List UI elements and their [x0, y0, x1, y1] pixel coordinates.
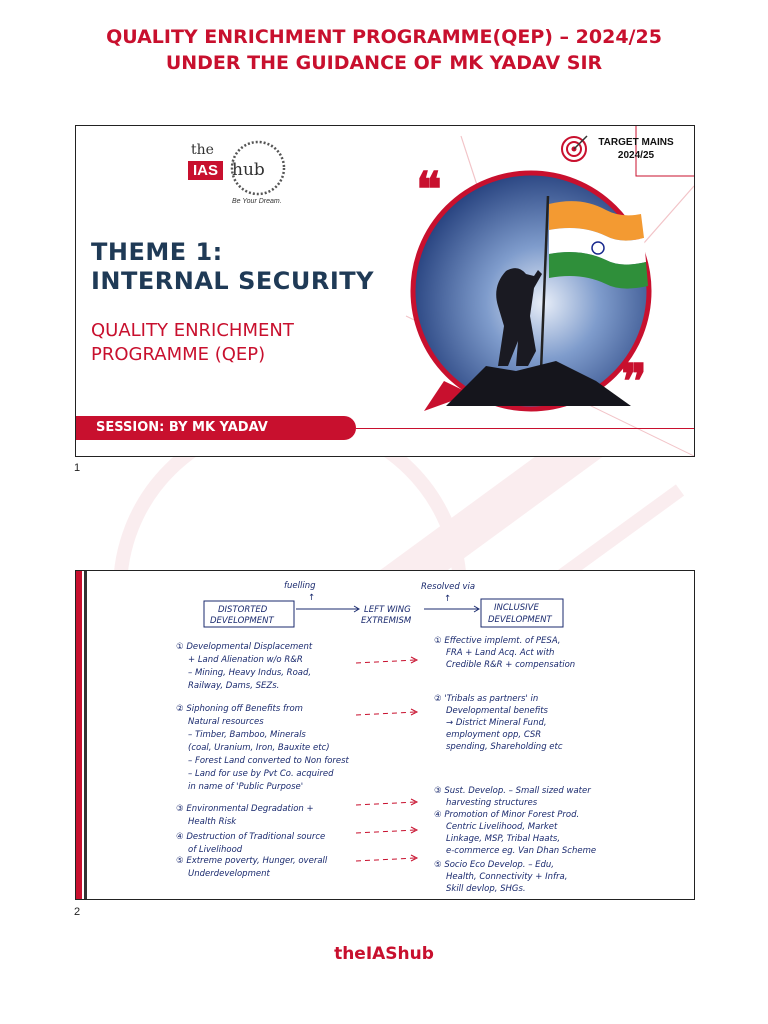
- dashed-arrow-3: [356, 802, 416, 805]
- right-item-5-line-3: Skill devlop, SHGs.: [446, 884, 526, 894]
- middle-lwe-line2: EXTREMISM: [361, 616, 412, 626]
- logo-ias: IAS: [188, 161, 223, 180]
- left-item-2-line-1: ② Siphoning off Benefits from: [176, 704, 303, 714]
- right-item-2-line-3: → District Mineral Fund,: [446, 718, 547, 728]
- left-item-3-line-2: Health Risk: [188, 817, 237, 827]
- target-line2: 2024/25: [617, 150, 655, 161]
- logo-the: the: [191, 142, 214, 158]
- logo-hub: hub: [232, 160, 265, 180]
- right-item-1-line-2: FRA + Land Acq. Act with: [446, 648, 555, 658]
- right-item-4-line-1: ④ Promotion of Minor Forest Prod.: [434, 810, 580, 820]
- box-inclusive-line1: INCLUSIVE: [494, 603, 539, 613]
- right-item-1-line-1: ① Effective implemt. of PESA,: [434, 636, 561, 646]
- page-number-1: 1: [74, 462, 81, 474]
- header-title-line1: QUALITY ENRICHMENT PROGRAMME(QEP) – 2024/25: [106, 26, 662, 48]
- slide-1: [75, 125, 695, 457]
- qep-subtitle: [91, 319, 294, 367]
- qep-line1: QUALITY ENRICHMENT: [91, 320, 294, 341]
- handwritten-notes: [76, 571, 694, 899]
- header-title-line2: UNDER THE GUIDANCE OF MK YADAV SIR: [165, 52, 603, 74]
- left-item-2-line-7: in name of 'Public Purpose': [188, 782, 304, 792]
- left-item-2-line-2: Natural resources: [188, 717, 264, 727]
- left-item-2-line-3: – Timber, Bamboo, Minerals: [188, 730, 306, 740]
- right-item-2-line-4: employment opp, CSR: [446, 730, 542, 740]
- right-item-4-line-4: e-commerce eg. Van Dhan Scheme: [446, 846, 597, 856]
- page-number-2: 2: [74, 906, 81, 918]
- middle-lwe-line1: LEFT WING: [364, 605, 411, 615]
- left-item-4-line-2: of Livelihood: [188, 845, 243, 855]
- theme-line1: THEME 1:: [91, 238, 223, 266]
- right-column-solutions: [434, 636, 596, 894]
- quote-open-icon: ❝: [416, 162, 442, 218]
- right-item-1-line-3: Credible R&R + compensation: [446, 660, 576, 670]
- right-item-4-line-3: Linkage, MSP, Tribal Haats,: [446, 834, 561, 844]
- box-distorted-line2: DEVELOPMENT: [210, 616, 274, 626]
- footer-brand: theIAShub: [334, 944, 434, 964]
- logo-tagline: Be Your Dream.: [232, 198, 282, 205]
- note-resolved: Resolved via: [421, 582, 476, 592]
- dashed-arrow-2: [356, 712, 416, 715]
- right-item-2-line-2: Developmental benefits: [446, 706, 548, 716]
- arrow-up-fuelling-icon: ↑: [308, 593, 316, 603]
- right-item-2-line-5: spending, Shareholding etc: [446, 742, 563, 752]
- target-label: [596, 136, 676, 162]
- right-item-5-line-1: ⑤ Socio Eco Develop. – Edu,: [434, 860, 555, 870]
- dashed-arrow-4: [356, 830, 416, 833]
- soldier-flag-image: [406, 162, 656, 416]
- left-item-2-line-6: – Land for use by Pvt Co. acquired: [188, 769, 334, 779]
- left-item-1-line-2: + Land Alienation w/o R&R: [188, 655, 303, 665]
- theme-line2: INTERNAL SECURITY: [91, 267, 375, 295]
- theme-title: [91, 238, 374, 296]
- session-banner: SESSION: BY MK YADAV: [76, 416, 356, 440]
- arrow-up-resolved-icon: ↑: [444, 594, 452, 604]
- box-inclusive-line2: DEVELOPMENT: [488, 615, 552, 625]
- quote-close-icon: ❞: [621, 354, 647, 410]
- dashed-arrow-5: [356, 858, 416, 861]
- left-item-2-line-5: – Forest Land converted to Non forest: [188, 756, 349, 766]
- left-item-1-line-1: ① Developmental Displacement: [176, 642, 313, 652]
- right-item-2-line-1: ② 'Tribals as partners' in: [434, 694, 539, 704]
- dashed-arrows: [356, 657, 417, 861]
- session-divider: [356, 428, 694, 429]
- left-column-causes: [176, 642, 350, 879]
- right-item-3-line-2: harvesting structures: [446, 798, 538, 808]
- note-fuelling: fuelling: [284, 581, 316, 591]
- left-item-1-line-3: – Mining, Heavy Indus, Road,: [188, 668, 312, 678]
- right-item-4-line-2: Centric Livelihood, Market: [446, 822, 558, 832]
- left-item-1-line-4: Railway, Dams, SEZs.: [188, 681, 280, 691]
- left-item-2-line-4: (coal, Uranium, Iron, Bauxite etc): [188, 743, 330, 753]
- left-item-5-line-2: Underdevelopment: [188, 869, 270, 879]
- target-icon: [559, 134, 589, 164]
- left-item-4-line-1: ④ Destruction of Traditional source: [176, 832, 326, 842]
- right-item-5-line-2: Health, Connectivity + Infra,: [446, 872, 568, 882]
- dashed-arrow-1: [356, 660, 416, 663]
- slide-2: [75, 570, 695, 900]
- box-distorted-line1: DISTORTED: [218, 605, 268, 615]
- left-item-5-line-1: ⑤ Extreme poverty, Hunger, overall: [176, 856, 328, 866]
- qep-line2: PROGRAMME (QEP): [91, 344, 266, 365]
- left-item-3-line-1: ③ Environmental Degradation +: [176, 804, 314, 814]
- target-line1: TARGET MAINS: [598, 137, 674, 148]
- right-item-3-line-1: ③ Sust. Develop. – Small sized water: [434, 786, 591, 796]
